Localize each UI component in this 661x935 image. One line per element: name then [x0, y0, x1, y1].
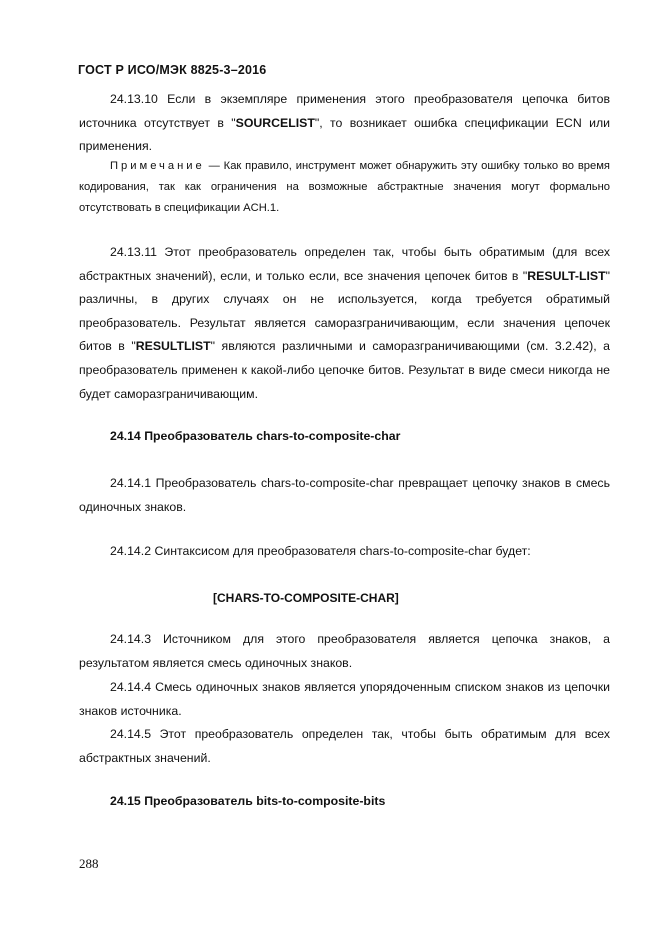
paragraph-24-14-1: 24.14.1 Преобразователь chars-to-composite-char превращает цепочку знаков в смесь одиночных знаков. — [79, 476, 610, 514]
paragraph-text: ", то возникает ошибка спецификации ECN или применения. — [79, 115, 610, 154]
note-label: Примечание — [110, 160, 205, 172]
standard-designation: ГОСТ Р ИСО/МЭК 8825-3–2016 — [78, 63, 267, 77]
keyword-sourcelist: SOURCELIST — [235, 115, 315, 130]
paragraph-24-13-10 — [79, 88, 610, 159]
syntax-code: [CHARS-TO-COMPOSITE-CHAR] — [213, 591, 399, 605]
paragraph-24-13-11 — [79, 241, 610, 406]
paragraph-24-14-2: 24.14.2 Синтаксисом для преобразователя chars-to-composite-char будет: — [110, 544, 531, 558]
paragraph-text: 24.13.11 Этот преобразователь определен так, чтобы быть обратимым (для всех абстрактных значений), если, и только если, все значения цепочек битов в " — [79, 245, 610, 283]
paragraph-text: 24.13.10 Если в экземпляре применения этого преобразователя цепочка битов источника отсутствует в " — [79, 92, 610, 130]
keyword-result-list: RESULT-LIST — [527, 268, 606, 283]
note-text: — Как правило, инструмент может обнаружить эту ошибку только во время кодирования, так как ограничения на возможные абстрактные значения могут формально отсутствовать в спецификации ACH.1. — [79, 160, 610, 214]
paragraph-24-14-5: 24.14.5 Этот преобразователь определен так, чтобы быть обратимым для всех абстрактных значений. — [79, 727, 610, 765]
page-number: 288 — [79, 856, 99, 871]
section-heading-24-14: 24.14 Преобразователь chars-to-composite-char — [110, 429, 401, 443]
section-heading-24-15: 24.15 Преобразователь bits-to-composite-bits — [110, 794, 386, 808]
paragraph-text: " различны, в других случаях он не используется, когда требуется обратимый преобразователь. Результат является саморазграничивающим, если значения цепочек битов в " — [79, 268, 610, 354]
keyword-resultlist: RESULTLIST — [135, 339, 211, 354]
paragraph-24-14-4: 24.14.4 Смесь одиночных знаков является упорядоченным списком знаков из цепочки знаков источника. — [79, 680, 610, 718]
paragraph-text: " являются различными и саморазграничивающими (см. 3.2.42), а преобразователь применен к какой-либо цепочке битов. Результат в виде смеси никогда не будет саморазграничивающим. — [79, 339, 610, 401]
note-paragraph — [79, 156, 610, 219]
paragraph-24-14-3: 24.14.3 Источником для этого преобразователя является цепочка знаков, а результатом является смесь одиночных знаков. — [79, 632, 610, 670]
